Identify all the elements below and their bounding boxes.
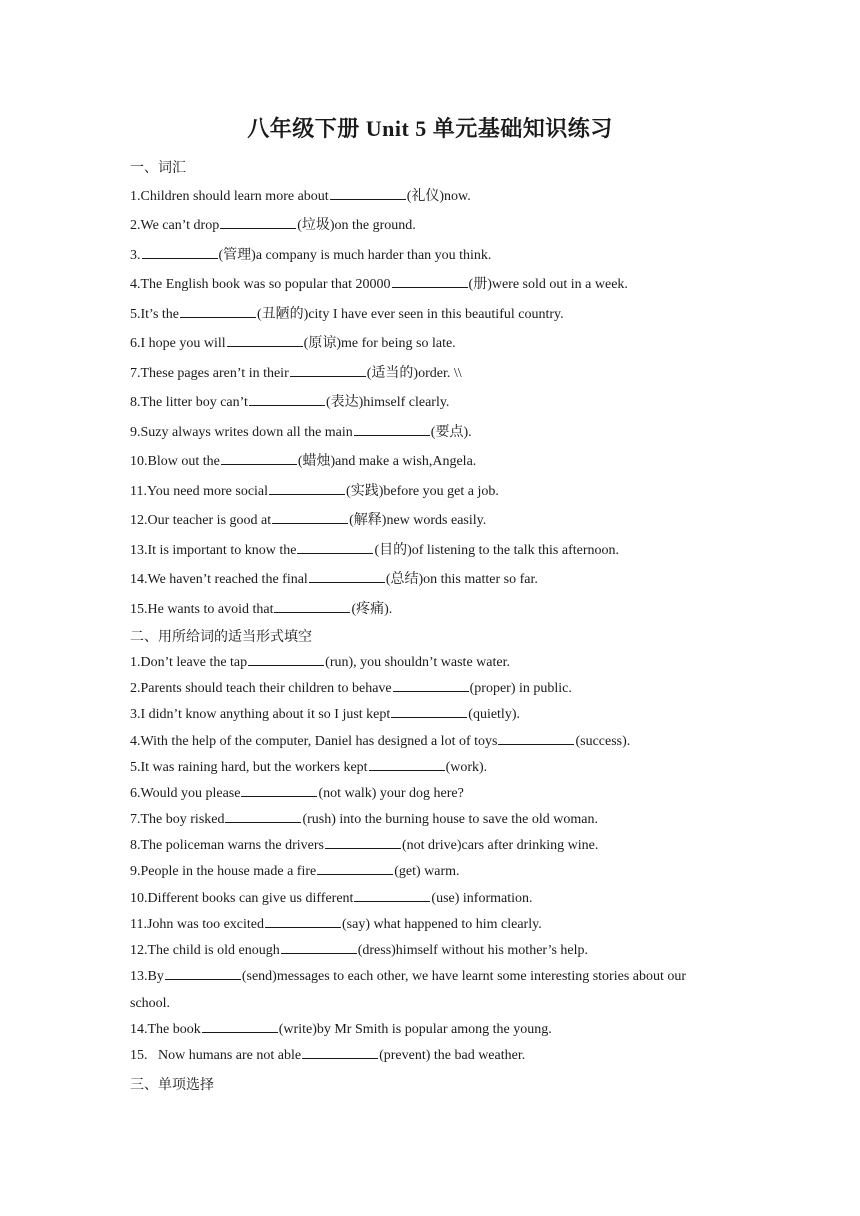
answer-blank[interactable] [297,552,373,554]
answer-blank[interactable] [269,493,345,495]
answer-blank[interactable] [272,522,348,524]
answer-blank[interactable] [265,926,341,928]
answer-blank[interactable] [241,795,317,797]
vocab-question: 11.You need more social (实践)before you get a job. [130,484,499,499]
answer-blank[interactable] [290,375,366,377]
answer-blank[interactable] [309,581,385,583]
form-question: 14.The book (write)by Mr Smith is popular among the young. [130,1022,552,1037]
vocab-question: 14.We haven’t reached the final (总结)on this matter so far. [130,572,538,587]
vocab-question: 5.It’s the (丑陋的)city I have ever seen in this beautiful country. [130,307,564,322]
answer-blank[interactable] [325,847,401,849]
answer-blank[interactable] [180,316,256,318]
answer-blank[interactable] [281,952,357,954]
vocab-question: 15.He wants to avoid that (疼痛). [130,602,393,617]
answer-blank[interactable] [248,664,324,666]
answer-blank[interactable] [369,769,445,771]
vocab-question: 3. (管理)a company is much harder than you think. [130,248,492,263]
answer-blank[interactable] [354,900,430,902]
page-title: 八年级下册 Unit 5 单元基础知识练习 [247,116,613,141]
form-question: 11.John was too excited (say) what happened to him clearly. [130,917,542,932]
answer-blank[interactable] [392,286,468,288]
answer-blank[interactable] [227,345,303,347]
answer-blank[interactable] [391,716,467,718]
answer-blank[interactable] [302,1057,378,1059]
answer-blank[interactable] [249,404,325,406]
section-heading-word-forms: 二、用所给词的适当形式填空 [130,630,312,645]
vocab-question: 8.The litter boy can’t (表达)himself clearly. [130,395,450,410]
form-question: 8.The policeman warns the drivers (not drive)cars after drinking wine. [130,838,599,853]
form-question: 4.With the help of the computer, Daniel has designed a lot of toys (success). [130,734,631,749]
vocab-question: 7.These pages aren’t in their (适当的)order. \\ [130,366,462,381]
answer-blank[interactable] [330,198,406,200]
answer-blank[interactable] [221,463,297,465]
answer-blank[interactable] [354,434,430,436]
form-question: 13.By (send)messages to each other, we have learnt some interesting stories about our [130,969,687,984]
answer-blank[interactable] [165,978,241,980]
vocab-question: 1.Children should learn more about (礼仪)now. [130,189,471,204]
answer-blank[interactable] [202,1031,278,1033]
answer-blank[interactable] [220,227,296,229]
vocab-question: 12.Our teacher is good at (解释)new words easily. [130,513,487,528]
form-question: 7.The boy risked (rush) into the burning house to save the old woman. [130,812,598,827]
form-question: 1.Don’t leave the tap (run), you shouldn’t waste water. [130,655,510,670]
vocab-question: 4.The English book was so popular that 20000 (册)were sold out in a week. [130,277,628,292]
section-heading-vocabulary: 一、词汇 [130,161,186,176]
answer-blank[interactable] [225,821,301,823]
vocab-question: 10.Blow out the (蜡烛)and make a wish,Angela. [130,454,477,469]
answer-blank[interactable] [274,611,350,613]
answer-blank[interactable] [317,873,393,875]
form-question: 3.I didn’t know anything about it so I just kept (quietly). [130,707,520,722]
vocab-question: 13.It is important to know the (目的)of listening to the talk this afternoon. [130,543,619,558]
section-heading-multiple-choice: 三、单项选择 [130,1078,214,1093]
form-question-continuation: school. [130,996,171,1011]
vocab-question: 2.We can’t drop (垃圾)on the ground. [130,218,416,233]
answer-blank[interactable] [393,690,469,692]
form-question: 2.Parents should teach their children to behave (proper) in public. [130,681,572,696]
form-question: 9.People in the house made a fire (get) warm. [130,864,460,879]
vocab-question: 6.I hope you will (原谅)me for being so late. [130,336,456,351]
answer-blank[interactable] [142,257,218,259]
form-question: 15. Now humans are not able (prevent) the bad weather. [130,1048,526,1063]
form-question: 10.Different books can give us different (use) information. [130,891,533,906]
form-question: 5.It was raining hard, but the workers kept (work). [130,760,488,775]
answer-blank[interactable] [498,743,574,745]
vocab-question: 9.Suzy always writes down all the main (要点). [130,425,472,440]
form-question: 12.The child is old enough (dress)himself without his mother’s help. [130,943,589,958]
form-question: 6.Would you please (not walk) your dog here? [130,786,464,801]
